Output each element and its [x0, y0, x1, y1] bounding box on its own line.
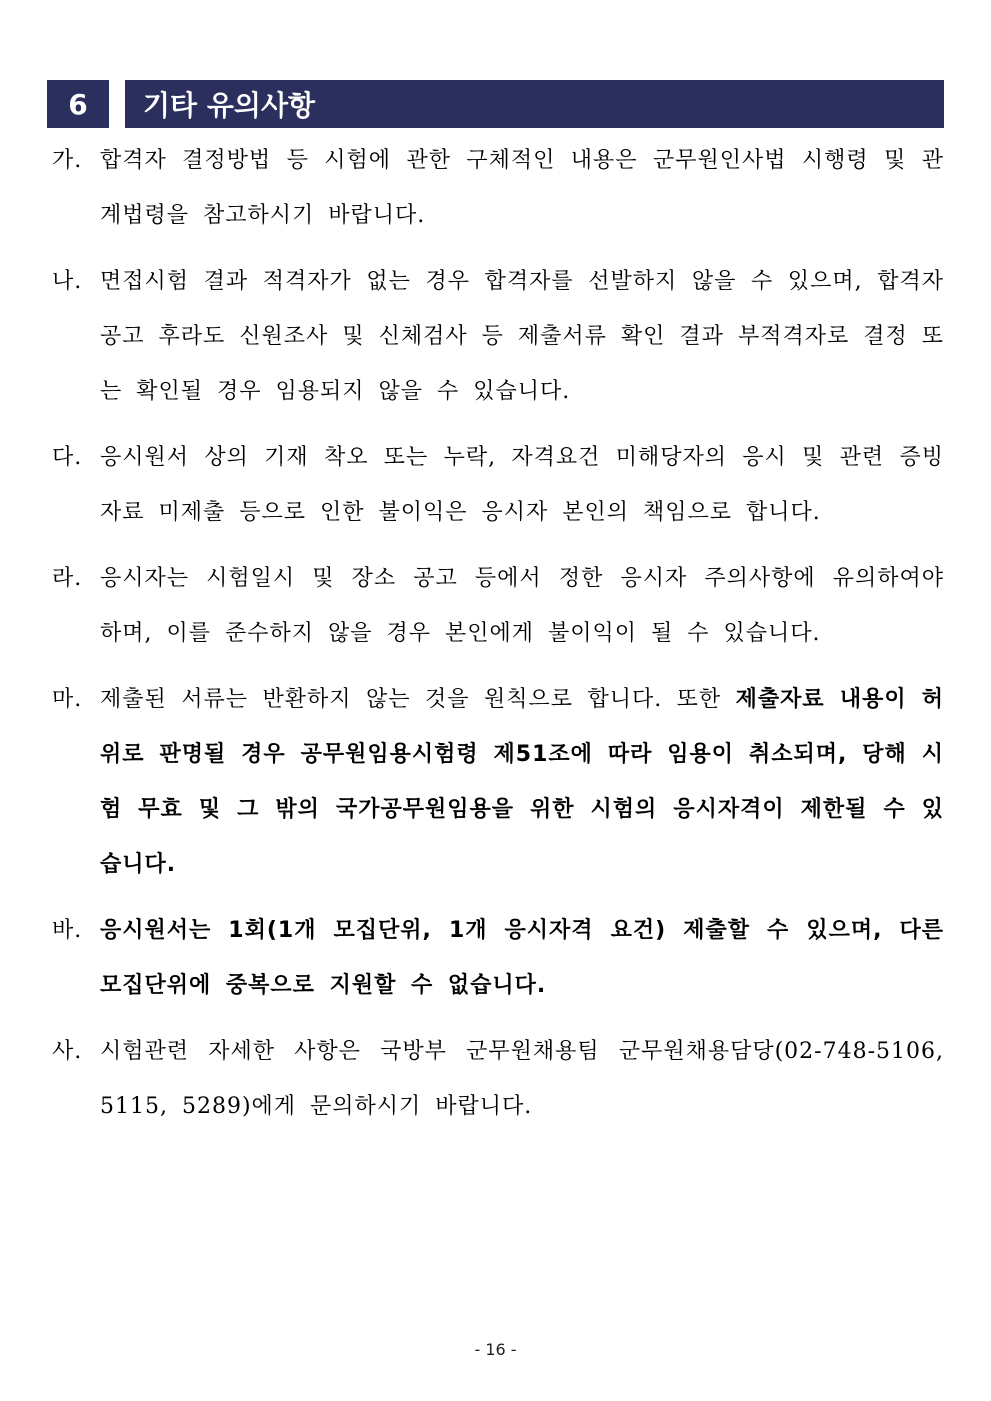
- section-title: 기타 유의사항: [125, 80, 944, 128]
- item-text: 시험관련 자세한 사항은 국방부 군무원채용팀 군무원채용담당(02-748-5106, 5115, 5289)에게 문의하시기 바랍니다.: [100, 1039, 944, 1119]
- item-marker: 사.: [52, 1039, 83, 1064]
- notice-item-da: [52, 430, 944, 540]
- notice-item-ba: [52, 903, 944, 1013]
- item-marker: 가.: [52, 148, 83, 173]
- item-marker: 다.: [52, 445, 83, 470]
- page-number: - 16 -: [474, 1340, 517, 1359]
- item-text: 응시원서 상의 기재 착오 또는 누락, 자격요건 미해당자의 응시 및 관련 증빙 자료 미제출 등으로 인한 불이익은 응시자 본인의 책임으로 합니다.: [100, 445, 944, 525]
- notice-item-na: [52, 254, 944, 419]
- section-header: [47, 80, 944, 128]
- notice-item-sa: [52, 1024, 944, 1134]
- notice-item-ma: [52, 672, 944, 892]
- notice-item-ga: [52, 133, 944, 243]
- section-number: 6: [47, 80, 109, 128]
- item-marker: 라.: [52, 566, 83, 591]
- item-marker: 바.: [52, 918, 83, 943]
- item-marker: 나.: [52, 269, 83, 294]
- item-text: 면접시험 결과 적격자가 없는 경우 합격자를 선발하지 않을 수 있으며, 합격자 공고 후라도 신원조사 및 신체검사 등 제출서류 확인 결과 부적격자로 결정 또는 확인될 경우 임용되지 않을 수 있습니다.: [100, 269, 944, 404]
- item-bold-text: 응시원서는 1회(1개 모집단위, 1개 응시자격 요건) 제출할 수 있으며, 다른 모집단위에 중복으로 지원할 수 없습니다.: [100, 918, 944, 998]
- item-text: 제출된 서류는 반환하지 않는 것을 원칙으로 합니다. 또한: [100, 687, 736, 712]
- item-bold-text: 제출자료 내용이 허위로 판명될 경우 공무원임용시험령 제51조에 따라 임용이 취소되며, 당해 시험 무효 및 그 밖의 국가공무원임용을 위한 시험의 응시자격이 제한될 수 있습니다.: [100, 687, 944, 877]
- notice-item-ra: [52, 551, 944, 661]
- item-text: 응시자는 시험일시 및 장소 공고 등에서 정한 응시자 주의사항에 유의하여야 하며, 이를 준수하지 않을 경우 본인에게 불이익이 될 수 있습니다.: [100, 566, 944, 646]
- notice-list: [52, 133, 944, 1145]
- item-text: 합격자 결정방법 등 시험에 관한 구체적인 내용은 군무원인사법 시행령 및 관계법령을 참고하시기 바랍니다.: [100, 148, 944, 228]
- item-marker: 마.: [52, 687, 83, 712]
